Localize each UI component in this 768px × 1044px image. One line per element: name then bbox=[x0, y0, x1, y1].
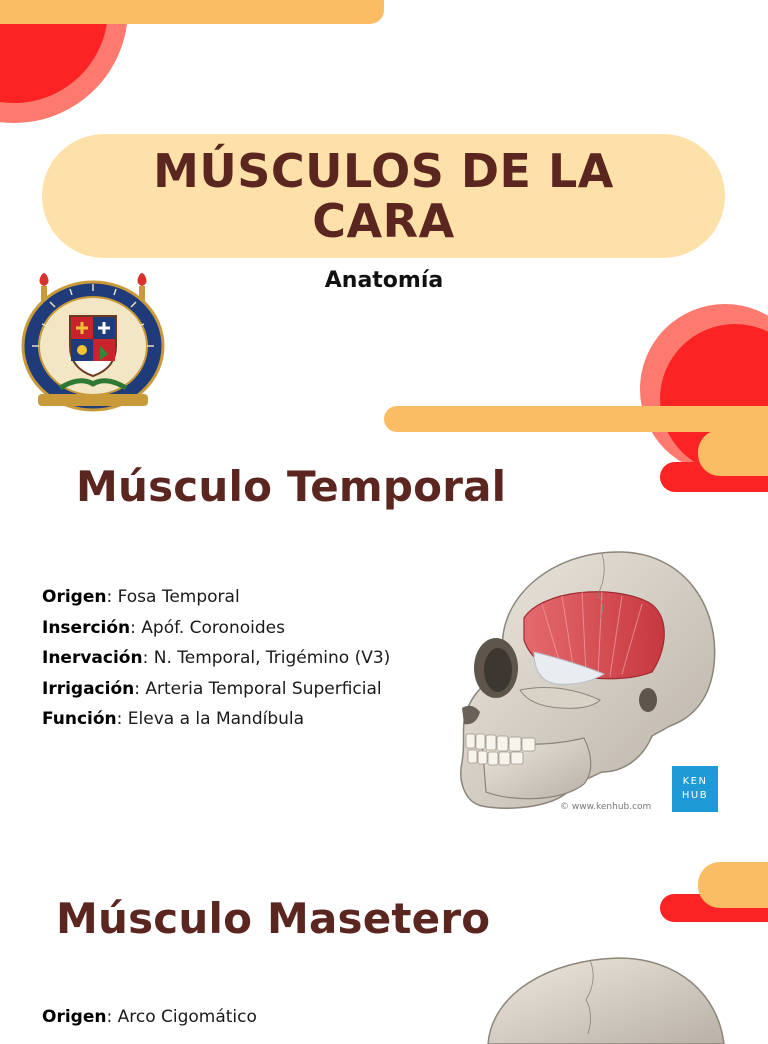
row-value: : Arco Cigomático bbox=[106, 1007, 257, 1027]
row-label: Inserción bbox=[42, 617, 131, 638]
decor-bar-orange-upper bbox=[698, 430, 768, 476]
image-credit: © www.kenhub.com bbox=[560, 802, 652, 812]
section-heading-masetero: Músculo Masetero bbox=[56, 894, 491, 943]
page-subtitle: Anatomía bbox=[324, 268, 444, 293]
row-value: : Fosa Temporal bbox=[106, 587, 240, 607]
skull-illustration-masseter bbox=[478, 954, 728, 1044]
list-item bbox=[42, 643, 390, 674]
row-label: Origen bbox=[42, 1007, 107, 1027]
page-title: MÚSCULOS DE LA CARA bbox=[153, 144, 614, 248]
list-item bbox=[42, 582, 390, 613]
kenhub-logo-line1: KEN bbox=[682, 776, 708, 787]
row-value: : N. Temporal, Trigémino (V3) bbox=[142, 648, 391, 668]
kenhub-logo bbox=[672, 766, 718, 812]
decor-bar-top bbox=[0, 0, 384, 24]
section-heading-temporal: Músculo Temporal bbox=[76, 462, 507, 511]
title-banner bbox=[42, 134, 725, 258]
decor-bar-middle bbox=[384, 406, 768, 432]
decor-bar-orange-lower bbox=[698, 862, 768, 908]
masetero-info-list bbox=[42, 1002, 257, 1033]
row-value: : Arteria Temporal Superficial bbox=[134, 678, 382, 699]
list-item bbox=[42, 613, 390, 644]
university-seal-icon bbox=[20, 264, 166, 420]
list-item bbox=[42, 674, 390, 705]
row-value: : Apóf. Coronoides bbox=[130, 617, 285, 638]
row-label: Origen bbox=[42, 587, 107, 607]
row-value: : Eleva a la Mandíbula bbox=[116, 709, 305, 729]
kenhub-logo-line2: HUB bbox=[681, 790, 709, 801]
row-label: Irrigación bbox=[42, 678, 135, 699]
row-label: Función bbox=[42, 709, 117, 729]
temporal-info-list bbox=[42, 582, 390, 735]
list-item bbox=[42, 704, 390, 735]
row-label: Inervación bbox=[42, 648, 143, 668]
list-item bbox=[42, 1002, 257, 1033]
